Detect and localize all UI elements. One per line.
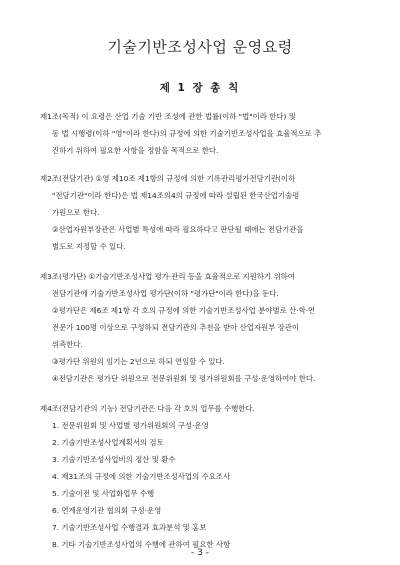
article2-line: ②산업자원부장관은 사업별 특성에 따라 필요하다고 판단될 때에는 전담기관을 bbox=[52, 225, 304, 234]
article2-line: "전담기관"이라 한다)은 법 제14조의4의 규정에 따라 설립된 한국산업기술평 bbox=[52, 191, 300, 200]
article3-line: 위촉한다. bbox=[52, 340, 83, 349]
article3-line: 제3조(평가단) ①기술기반조성사업 평가·관리 등을 효율적으로 지원하기 위하여 bbox=[40, 272, 295, 281]
article3-line: 전담기관에 기술기반조성사업 평가단(이하 "평가단"이라 한다)을 둔다. bbox=[52, 289, 279, 298]
article3-line: ④전담기관은 평가단 위원으로 전문위원회 및 평가위원회를 구성·운영하여야 한다. bbox=[52, 374, 316, 383]
article2-line: 가원으로 한다. bbox=[52, 208, 100, 217]
page-number: - 3 - bbox=[191, 548, 209, 558]
document-title: 기술기반조성사업 운영요령 bbox=[107, 38, 293, 56]
article1-line: 동 법 시행령(이하 "영"이라 한다)의 규정에 의한 기술기반조성사업을 효율적으로 추 bbox=[52, 129, 322, 138]
article3-line: ③평가단 위원의 임기는 2년으로 하되 연임할 수 있다. bbox=[52, 357, 225, 366]
article4-item: 1. 전문위원회 및 사업별 평가위원회의 구성·운영 bbox=[52, 421, 209, 430]
chapter-title: 제 1 장 총 칙 bbox=[159, 82, 241, 94]
article4-item: 4. 제31조의 규정에 의한 기술기반조성사업의 수요조사 bbox=[52, 472, 231, 481]
article1-line: 진하기 위하여 필요한 사항을 정함을 목적으로 한다. bbox=[52, 146, 219, 155]
article3-line: 전문가 100명 이상으로 구성하되 전담기관의 추천을 받아 산업자원부 장관이 bbox=[52, 323, 300, 332]
article1-line: 제1조(목적) 이 요령은 산업 기술 기반 조성에 관한 법률(이하 "법"이라 한다) 및 bbox=[40, 112, 296, 121]
article4-heading: 제4조(전담기관의 기능) 전담기관은 다음 각 호의 업무를 수행한다. bbox=[40, 404, 255, 413]
article4-item: 2. 기술기반조성사업계획서의 검토 bbox=[52, 438, 164, 447]
article2-line: 별도로 지정할 수 있다. bbox=[52, 242, 126, 251]
article4-item: 5. 기술이전 및 사업화업무 수행 bbox=[52, 489, 155, 498]
article4-item: 3. 기술기반조성사업비의 정산 및 환수 bbox=[52, 455, 176, 464]
article2-line: 제2조(전담기관) ①영 제10조 제1항의 규정에 의한 기록관리평가전담기관(이하 bbox=[40, 174, 296, 183]
article3-line: ②평가단은 제6조 제1항 각 호의 규정에 의한 기술기반조성사업 분야별로 산·학·연 bbox=[52, 306, 316, 315]
article4-item: 6. 연계운영기관 협의회 구성·운영 bbox=[52, 506, 162, 515]
article4-item: 8. 기타 기술기반조성사업의 수행에 관하여 필요한 사항 bbox=[52, 540, 231, 549]
article4-item: 7. 기술기반조성사업 수행결과 효과분석 및 홍보 bbox=[52, 523, 207, 532]
